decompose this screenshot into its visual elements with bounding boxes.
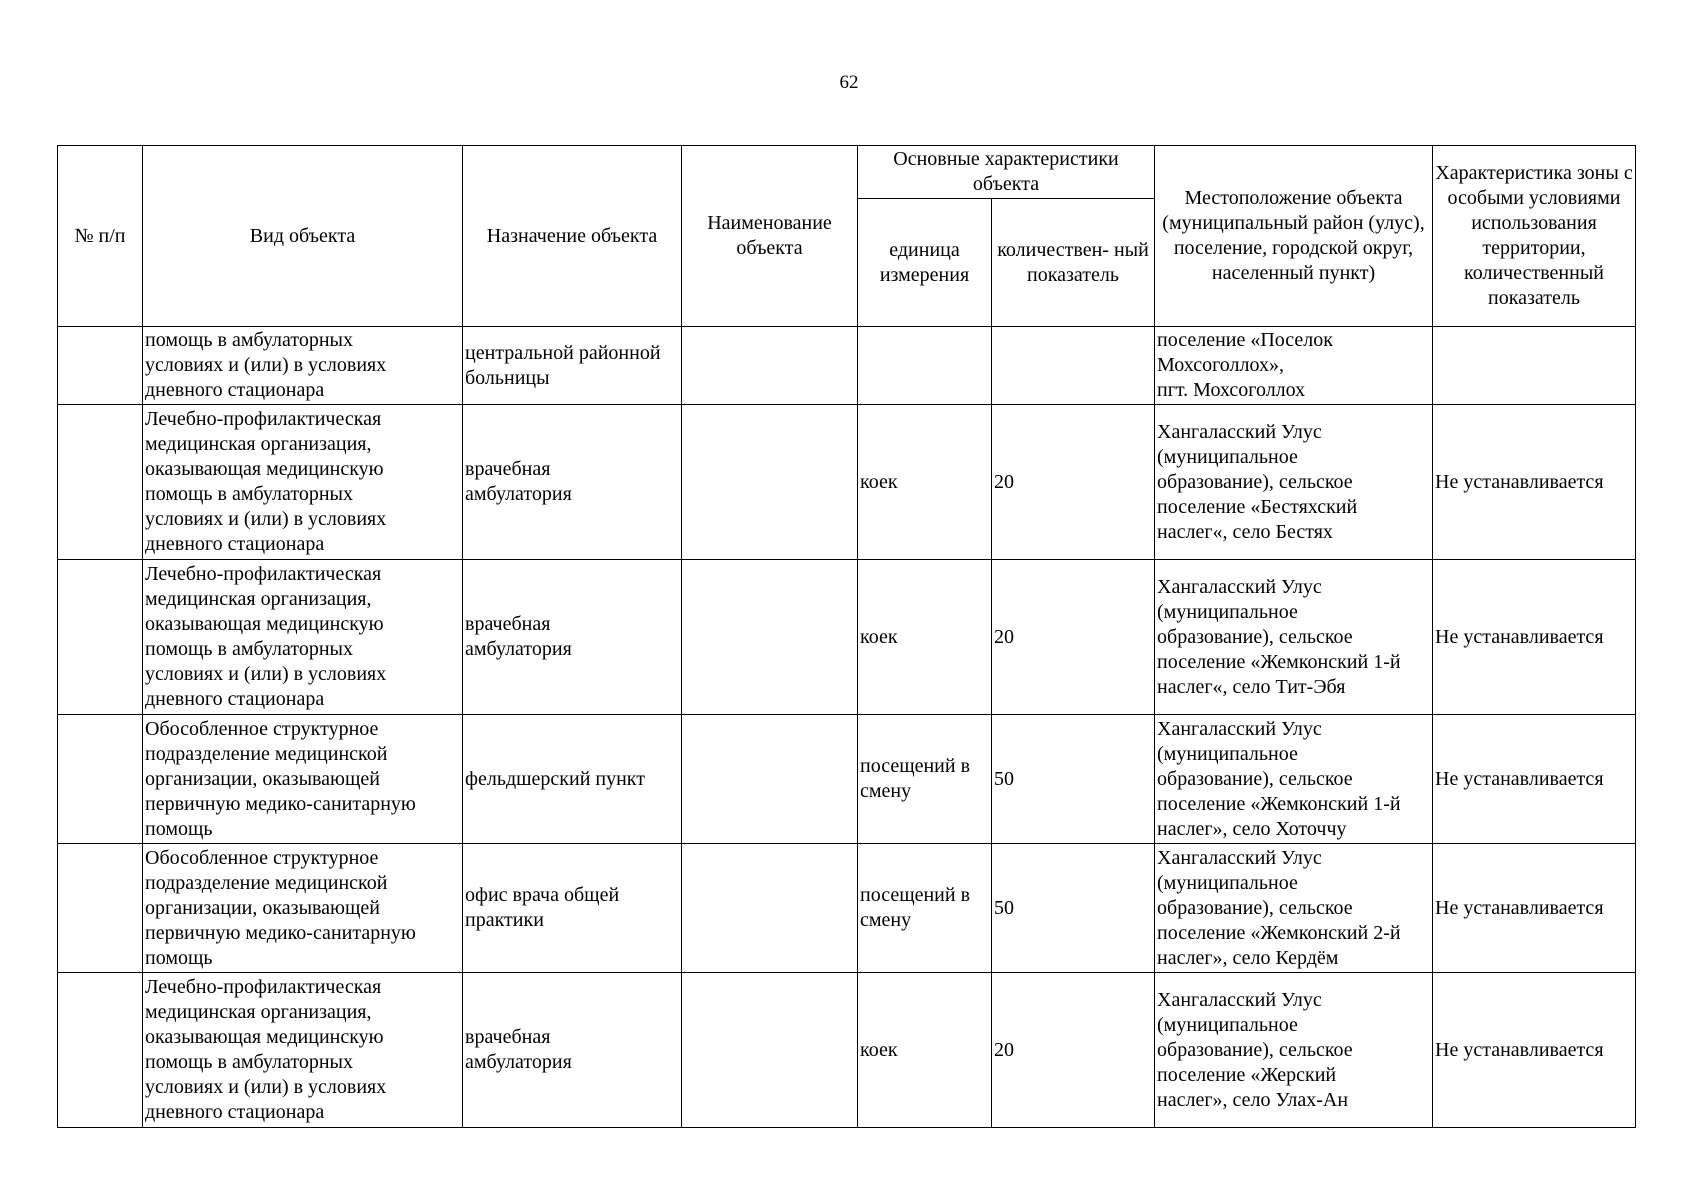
cell-unit: коек: [858, 560, 992, 715]
table-row: [58, 715, 1636, 844]
header-quantity: количествен- ный показатель: [992, 199, 1155, 327]
cell-num: [58, 715, 143, 844]
table-row: [58, 844, 1636, 973]
cell-purpose: врачебная амбулатория: [463, 560, 682, 715]
cell-location: Хангаласский Улус (муниципальное образование), сельское поселение «Бестяхский наслег«, село Бестях: [1155, 405, 1433, 560]
cell-num: [58, 327, 143, 405]
cell-purpose: врачебная амбулатория: [463, 973, 682, 1128]
cell-num: [58, 405, 143, 560]
cell-quantity: 20: [992, 973, 1155, 1128]
cell-type: помощь в амбулаторных условиях и (или) в условиях дневного стационара: [143, 327, 463, 405]
cell-name: [682, 973, 858, 1128]
cell-name: [682, 560, 858, 715]
cell-location: Хангаласский Улус (муниципальное образование), сельское поселение «Жемконский 1-й наслег«, село Тит-Эбя: [1155, 560, 1433, 715]
cell-quantity: 20: [992, 405, 1155, 560]
cell-quantity: [992, 327, 1155, 405]
header-type: Вид объекта: [143, 146, 463, 327]
cell-name: [682, 715, 858, 844]
cell-name: [682, 844, 858, 973]
cell-unit: посещений в смену: [858, 715, 992, 844]
cell-quantity: 50: [992, 715, 1155, 844]
cell-zone: Не устанавливается: [1433, 973, 1636, 1128]
cell-unit: посещений в смену: [858, 844, 992, 973]
header-name: Наименование объекта: [682, 146, 858, 327]
header-unit: единица измерения: [858, 199, 992, 327]
cell-type: Лечебно-профилактическая медицинская организация, оказывающая медицинскую помощь в амбулаторных условиях и (или) в условиях дневного стационара: [143, 405, 463, 560]
cell-location: поселение «Поселок Мохсоголлох», пгт. Мохсоголлох: [1155, 327, 1433, 405]
table-row: [58, 405, 1636, 560]
cell-type: Обособленное структурное подразделение медицинской организации, оказывающей первичную медико-санитарную помощь: [143, 715, 463, 844]
cell-zone: Не устанавливается: [1433, 560, 1636, 715]
cell-purpose: офис врача общей практики: [463, 844, 682, 973]
cell-unit: коек: [858, 405, 992, 560]
cell-purpose: центральной районной больницы: [463, 327, 682, 405]
header-purpose: Назначение объекта: [463, 146, 682, 327]
table-row: [58, 560, 1636, 715]
cell-purpose: фельдшерский пункт: [463, 715, 682, 844]
cell-num: [58, 844, 143, 973]
cell-location: Хангаласский Улус (муниципальное образование), сельское поселение «Жерский наслег», село Улах-Ан: [1155, 973, 1433, 1128]
table-row: [58, 327, 1636, 405]
cell-name: [682, 405, 858, 560]
cell-unit: коек: [858, 973, 992, 1128]
cell-num: [58, 560, 143, 715]
header-location: Местоположение объекта (муниципальный район (улус), поселение, городской округ, населенный пункт): [1155, 146, 1433, 327]
cell-location: Хангаласский Улус (муниципальное образование), сельское поселение «Жемконский 1-й наслег», село Хоточчу: [1155, 715, 1433, 844]
cell-location: Хангаласский Улус (муниципальное образование), сельское поселение «Жемконский 2-й наслег», село Кердём: [1155, 844, 1433, 973]
cell-name: [682, 327, 858, 405]
table-row: [58, 973, 1636, 1128]
cell-quantity: 20: [992, 560, 1155, 715]
cell-zone: Не устанавливается: [1433, 715, 1636, 844]
cell-type: Лечебно-профилактическая медицинская организация, оказывающая медицинскую помощь в амбулаторных условиях и (или) в условиях дневного стационара: [143, 560, 463, 715]
header-zone: Характеристика зоны с особыми условиями использования территории, количественный показатель: [1433, 146, 1636, 327]
cell-unit: [858, 327, 992, 405]
objects-table: [57, 145, 1636, 1128]
cell-zone: Не устанавливается: [1433, 405, 1636, 560]
header-characteristics: Основные характеристики объекта: [858, 146, 1155, 199]
cell-quantity: 50: [992, 844, 1155, 973]
cell-type: Обособленное структурное подразделение медицинской организации, оказывающей первичную медико-санитарную помощь: [143, 844, 463, 973]
page-number: 62: [839, 72, 859, 93]
header-num: № п/п: [58, 146, 143, 327]
cell-zone: Не устанавливается: [1433, 844, 1636, 973]
cell-num: [58, 973, 143, 1128]
cell-purpose: врачебная амбулатория: [463, 405, 682, 560]
cell-type: Лечебно-профилактическая медицинская организация, оказывающая медицинскую помощь в амбулаторных условиях и (или) в условиях дневного стационара: [143, 973, 463, 1128]
cell-zone: [1433, 327, 1636, 405]
